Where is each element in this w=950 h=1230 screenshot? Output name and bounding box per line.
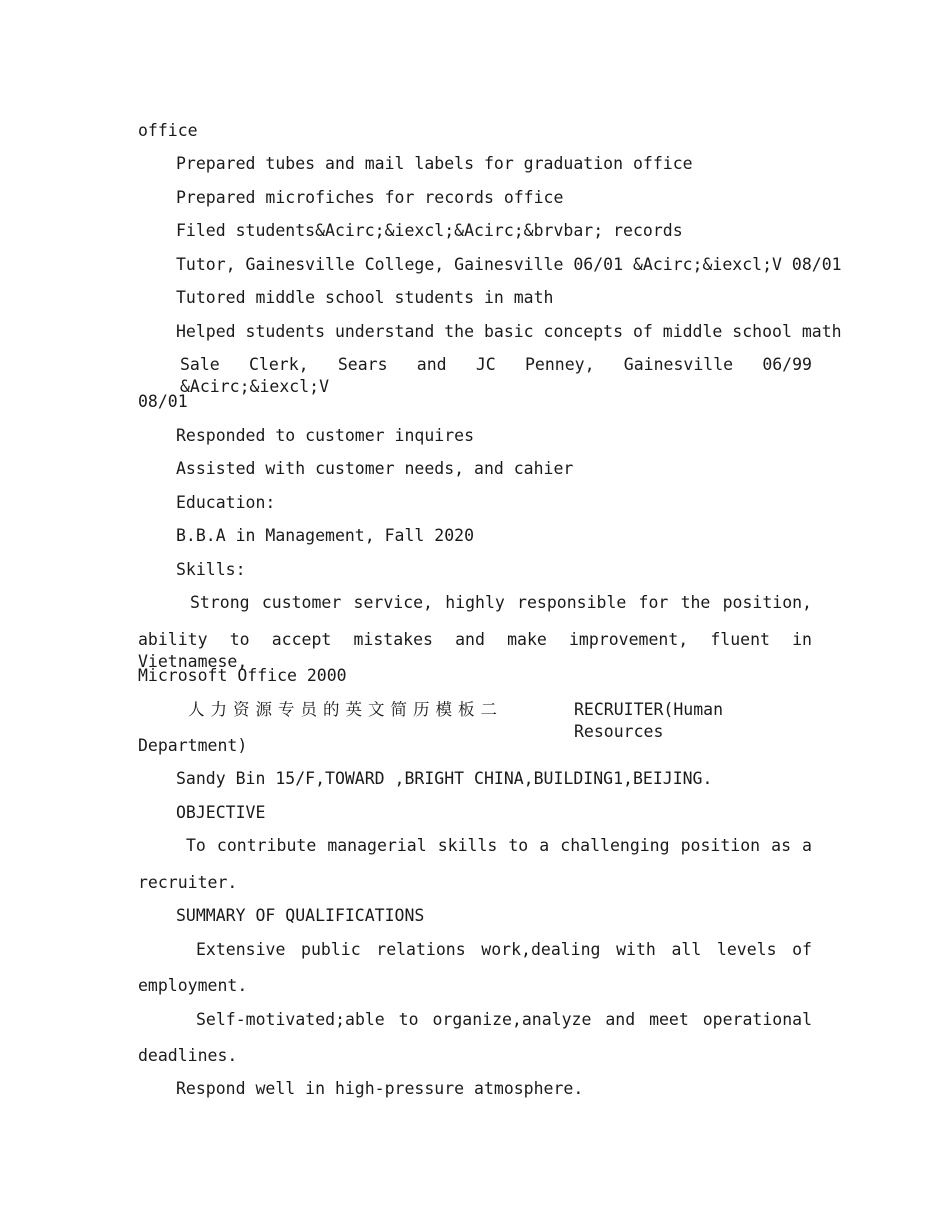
text-line: Tutored middle school students in math xyxy=(176,288,554,307)
text-line: Sale Clerk, Sears and JC Penney, Gainesville 06/99 &Acirc;&iexcl;V xyxy=(180,355,812,396)
text-line: Prepared tubes and mail labels for graduation office xyxy=(176,154,693,173)
text-line: office xyxy=(138,121,198,140)
text-line: Extensive public relations work,dealing with all levels of xyxy=(196,940,812,959)
text-line: Tutor, Gainesville College, Gainesville 06/01 &Acirc;&iexcl;V 08/01 xyxy=(176,255,842,274)
section-heading: Skills: xyxy=(176,560,246,579)
text-line: To contribute managerial skills to a challenging position as a xyxy=(186,836,812,855)
text-line: Strong customer service, highly responsible for the position, xyxy=(190,593,812,612)
section-heading: Education: xyxy=(176,493,276,512)
text-line: Self-motivated;able to organize,analyze and meet operational xyxy=(196,1010,812,1029)
text-line: Filed students&Acirc;&iexcl;&Acirc;&brvbar; records xyxy=(176,221,683,240)
text-line: B.B.A in Management, Fall 2020 xyxy=(176,526,475,545)
text-line: ability to accept mistakes and make improvement, fluent in Vietnamese, xyxy=(138,630,812,671)
text-line: Responded to customer inquires xyxy=(176,426,475,445)
text-line: employment. xyxy=(138,976,248,995)
text-line: RECRUITER(Human Resources xyxy=(574,700,724,741)
chinese-title: 人力资源专员的英文简历模板二 xyxy=(188,700,503,719)
text-line: Sandy Bin 15/F,TOWARD ,BRIGHT CHINA,BUILDING1,BEIJING. xyxy=(176,769,713,788)
text-line: Microsoft Office 2000 xyxy=(138,666,347,685)
text-line: Respond well in high-pressure atmosphere. xyxy=(176,1079,584,1098)
section-heading: OBJECTIVE xyxy=(176,803,266,822)
text-line: Helped students understand the basic concepts of middle school math xyxy=(176,322,842,341)
text-line: Department) xyxy=(138,736,248,755)
text-line: deadlines. xyxy=(138,1046,238,1065)
text-line: recruiter. xyxy=(138,873,238,892)
text-line: 08/01 xyxy=(138,392,188,411)
text-line: Assisted with customer needs, and cahier xyxy=(176,459,574,478)
text-line: Prepared microfiches for records office xyxy=(176,188,564,207)
section-heading: SUMMARY OF QUALIFICATIONS xyxy=(176,906,425,925)
